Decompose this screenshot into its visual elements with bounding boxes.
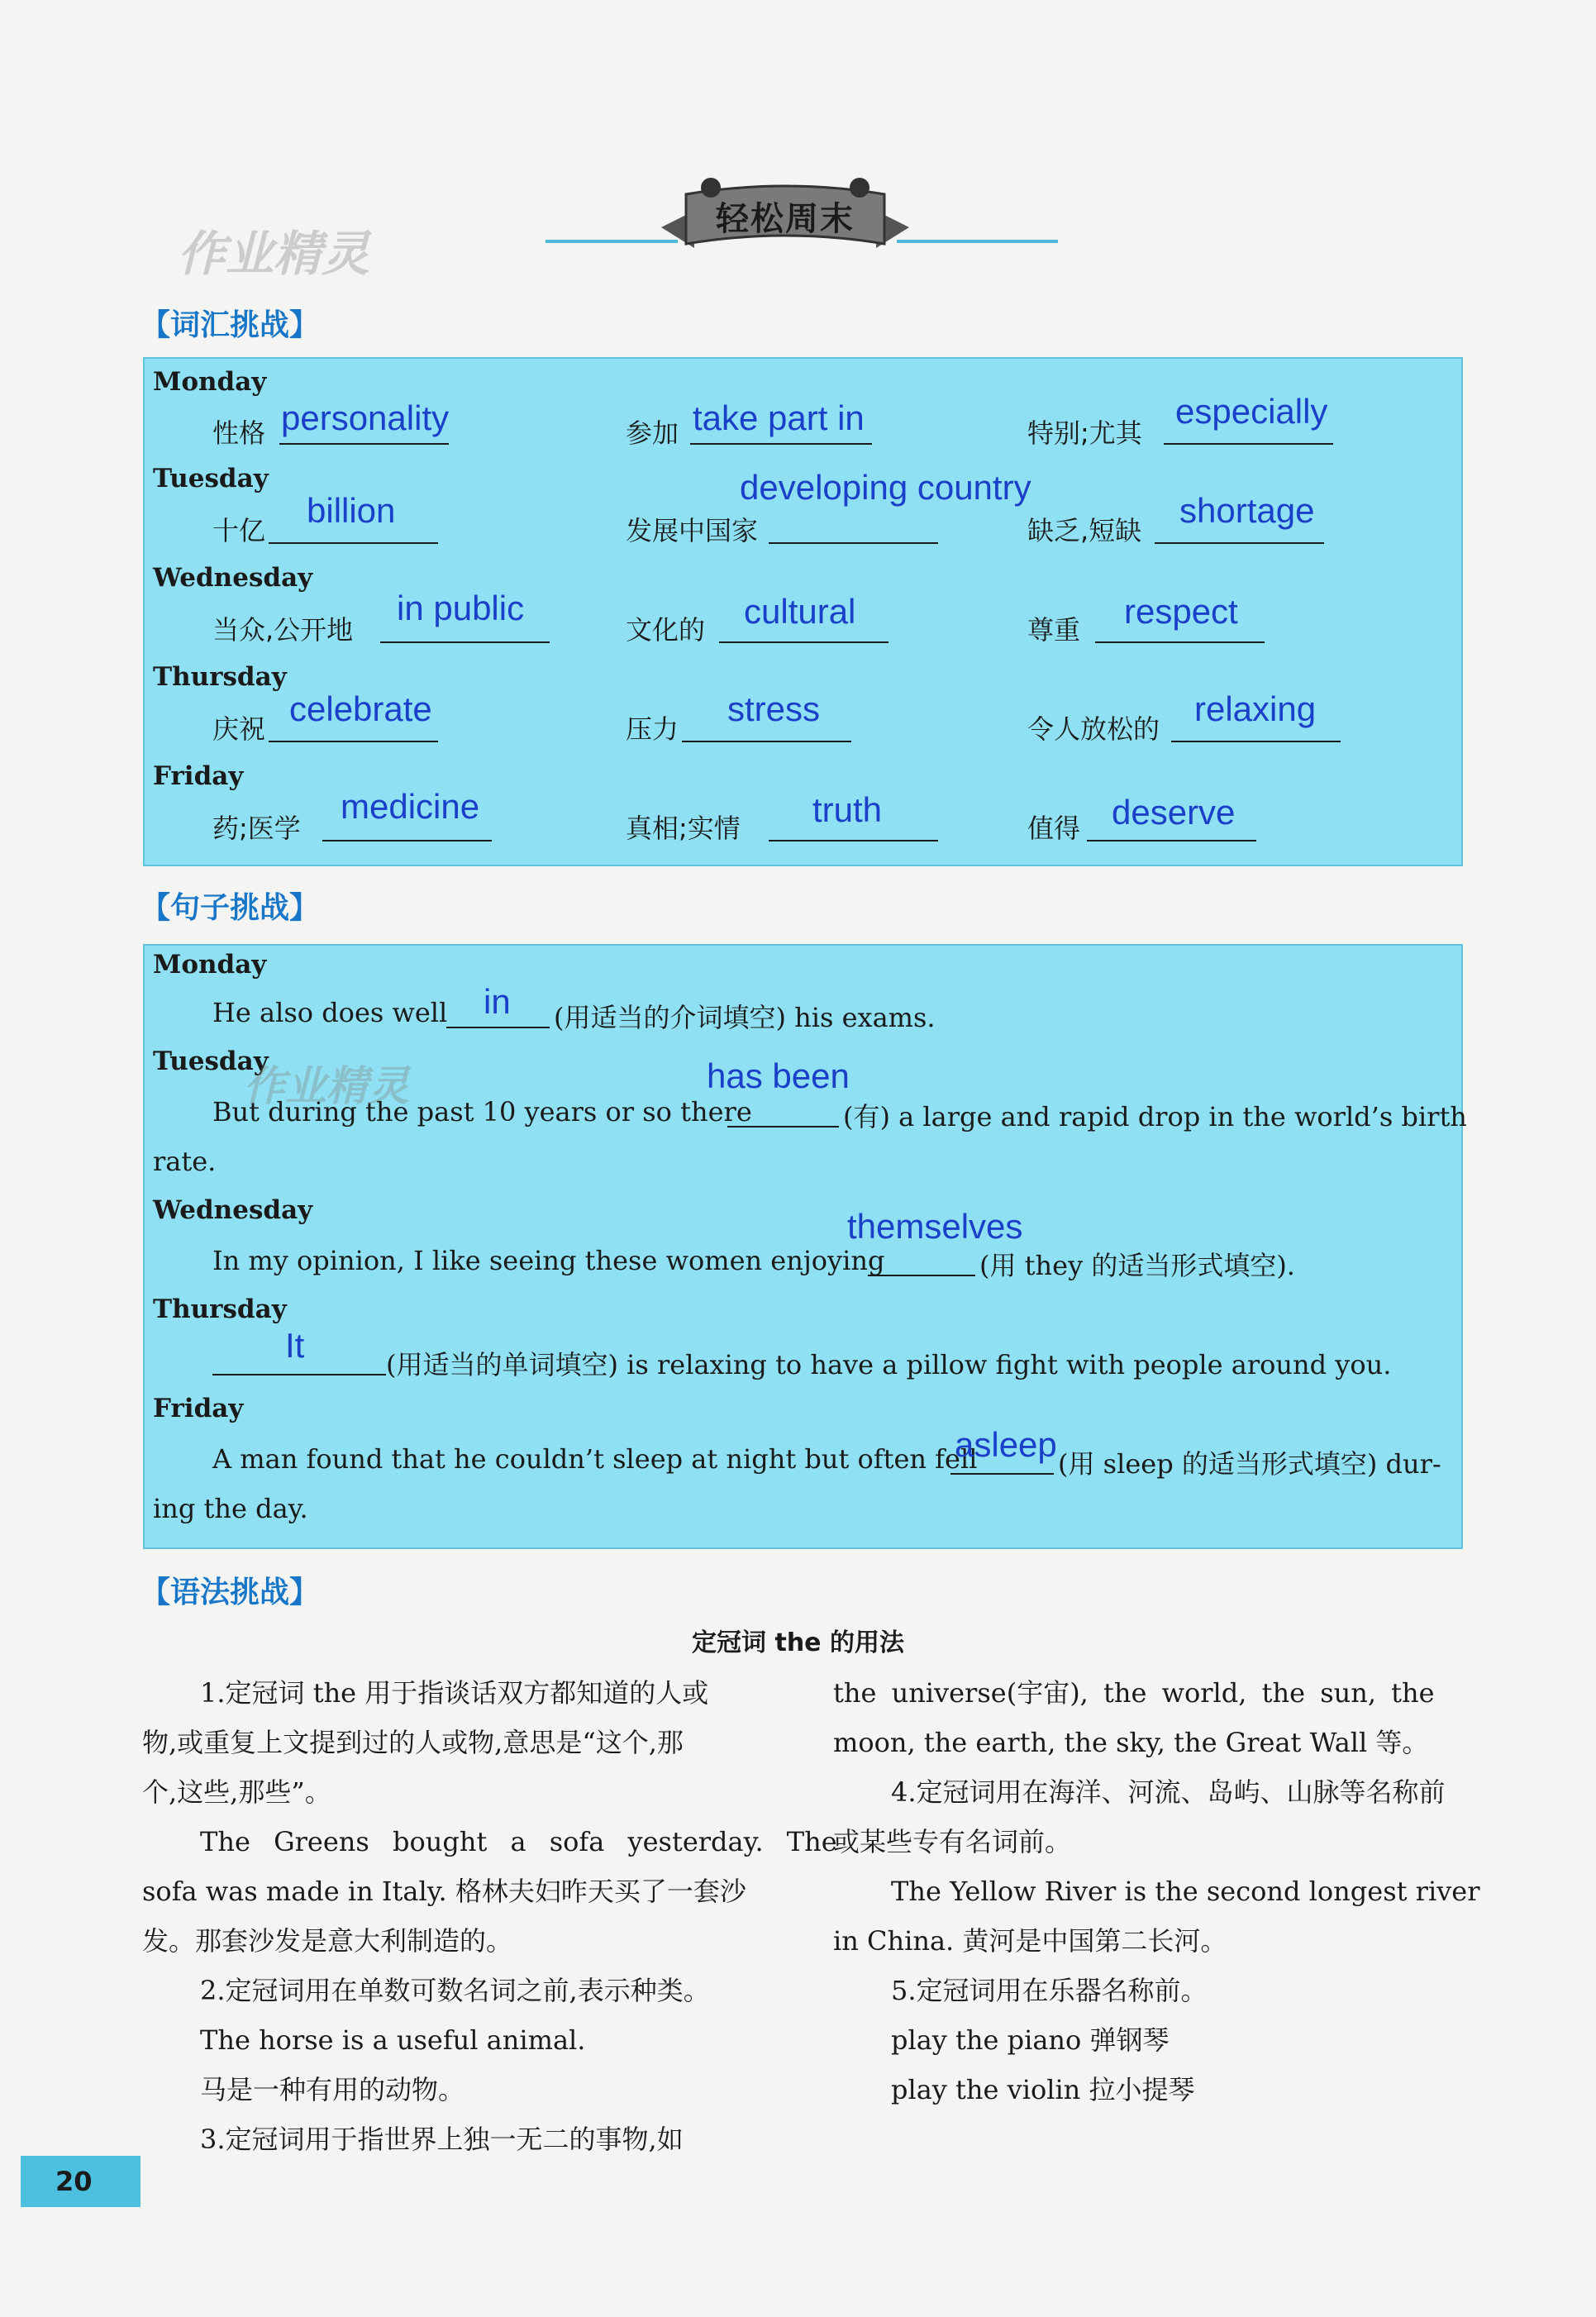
vocab-answer: celebrate xyxy=(289,689,432,728)
sentence-answer: themselves xyxy=(847,1207,1023,1246)
vocab-label: 特别;尤其 xyxy=(1027,417,1142,449)
vocab-label: 尊重 xyxy=(1027,614,1081,646)
vocab-answer: shortage xyxy=(1179,491,1315,530)
grammar-line: moon, the earth, the sky, the Great Wall 等。 xyxy=(833,1727,1429,1758)
header-line-right xyxy=(897,240,1058,243)
grammar-line: 1.定冠词 the 用于指谈话双方都知道的人或 xyxy=(200,1677,709,1709)
sentence-answer: in xyxy=(484,982,511,1021)
watermark: 作业精灵 xyxy=(244,1062,409,1110)
weekend-banner xyxy=(661,178,909,256)
vocab-blank xyxy=(269,542,438,544)
vocab-label: 药;医学 xyxy=(212,813,301,844)
vocab-answer: medicine xyxy=(341,787,480,826)
vocab-section-title: 【词汇挑战】 xyxy=(141,308,320,342)
grammar-line: The Yellow River is the second longest river xyxy=(891,1876,1480,1907)
sentence-answer: It xyxy=(285,1326,305,1365)
vocab-blank xyxy=(682,741,851,742)
vocab-label: 当众,公开地 xyxy=(212,614,354,646)
vocab-answer: stress xyxy=(727,689,821,728)
vocab-answer: especially xyxy=(1175,392,1328,431)
vocab-day: Monday xyxy=(153,367,267,397)
sentence-text: (用适当的介词填空) his exams. xyxy=(554,1002,936,1033)
vocab-blank xyxy=(1095,641,1265,643)
grammar-line: 物,或重复上文提到过的人或物,意思是“这个,那 xyxy=(142,1727,684,1758)
grammar-line: 或某些专有名词前。 xyxy=(833,1826,1072,1857)
vocab-label: 压力 xyxy=(626,713,679,745)
sentence-text: But during the past 10 years or so there xyxy=(212,1096,752,1128)
sentence-blank xyxy=(950,1473,1054,1475)
grammar-line: in China. 黄河是中国第二长河。 xyxy=(833,1925,1227,1957)
vocab-label: 真相;实情 xyxy=(626,813,741,844)
sentence-answer: has been xyxy=(707,1056,850,1095)
vocab-answer: developing country xyxy=(740,468,1031,507)
vocab-blank xyxy=(322,840,492,841)
vocab-answer: cultural xyxy=(744,592,856,631)
sentence-text: A man found that he couldn’t sleep at night but often fell xyxy=(212,1443,978,1475)
watermark: 作业精灵 xyxy=(178,226,370,282)
grammar-line: 发。那套沙发是意大利制造的。 xyxy=(142,1925,513,1957)
vocab-day: Thursday xyxy=(153,662,287,692)
sentence-answer: asleep xyxy=(955,1425,1057,1464)
grammar-line: 2.定冠词用在单数可数名词之前,表示种类。 xyxy=(200,1975,710,2006)
sentence-text: (用适当的单词填空) is relaxing to have a pillow fight with people around you. xyxy=(386,1349,1392,1380)
vocab-blank xyxy=(1164,443,1333,445)
grammar-line: play the piano 弹钢琴 xyxy=(891,2024,1170,2056)
sentence-text: He also does well xyxy=(212,997,448,1028)
vocab-label: 参加 xyxy=(626,417,679,449)
sentence-text: In my opinion, I like seeing these women enjoying xyxy=(212,1245,885,1276)
vocab-panel xyxy=(143,357,1463,866)
grammar-line: the universe(宇宙), the world, the sun, the xyxy=(833,1677,1435,1709)
sentence-blank xyxy=(446,1027,550,1028)
vocab-answer: truth xyxy=(812,790,883,829)
vocab-blank xyxy=(769,542,938,544)
vocab-label: 令人放松的 xyxy=(1027,713,1160,745)
vocab-day: Wednesday xyxy=(153,563,313,593)
grammar-line: play the violin 拉小提琴 xyxy=(891,2074,1195,2105)
vocab-label: 值得 xyxy=(1027,813,1081,844)
grammar-line: The Greens bought a sofa yesterday. The xyxy=(200,1826,837,1857)
vocab-label: 性格 xyxy=(212,417,266,449)
page-number: 20 xyxy=(21,2156,141,2207)
vocab-answer: relaxing xyxy=(1194,689,1317,728)
vocab-blank xyxy=(269,741,438,742)
grammar-line: 马是一种有用的动物。 xyxy=(200,2074,465,2105)
vocab-blank xyxy=(279,443,449,445)
vocab-label: 发展中国家 xyxy=(626,515,759,546)
vocab-answer: deserve xyxy=(1112,793,1236,832)
vocab-label: 缺乏,短缺 xyxy=(1027,515,1142,546)
vocab-blank xyxy=(1171,741,1341,742)
sentence-text: (用 sleep 的适当形式填空) dur- xyxy=(1058,1448,1441,1480)
grammar-line: 5.定冠词用在乐器名称前。 xyxy=(891,1975,1208,2006)
sentence-day: Wednesday xyxy=(153,1195,313,1225)
sentence-text: (用 they 的适当形式填空). xyxy=(979,1250,1295,1281)
vocab-blank xyxy=(719,641,889,643)
sentence-day: Friday xyxy=(153,1394,244,1423)
vocab-blank xyxy=(380,641,550,643)
grammar-line: sofa was made in Italy. 格林夫妇昨天买了一套沙 xyxy=(142,1876,746,1907)
vocab-label: 庆祝 xyxy=(212,713,266,745)
vocab-day: Friday xyxy=(153,761,244,791)
grammar-line: 3.定冠词用于指世界上独一无二的事物,如 xyxy=(200,2124,684,2155)
sentence-text: ing the day. xyxy=(153,1493,308,1524)
vocab-answer: billion xyxy=(307,491,396,530)
sentence-blank xyxy=(212,1374,386,1375)
grammar-left-column xyxy=(142,1668,837,2164)
vocab-blank xyxy=(1087,840,1256,841)
vocab-blank xyxy=(1155,542,1324,544)
sentence-text: rate. xyxy=(153,1146,217,1177)
vocab-label: 文化的 xyxy=(626,614,706,646)
vocab-answer: in public xyxy=(397,589,525,627)
grammar-title: 定冠词 the 的用法 xyxy=(692,1628,904,1657)
grammar-line: 4.定冠词用在海洋、河流、岛屿、山脉等名称前 xyxy=(891,1776,1446,1808)
vocab-answer: respect xyxy=(1124,592,1238,631)
sentence-text: (有) a large and rapid drop in the world’s birth xyxy=(843,1101,1467,1132)
vocab-label: 十亿 xyxy=(212,515,266,546)
grammar-right-column xyxy=(833,1668,1478,2114)
vocab-day: Tuesday xyxy=(153,464,269,493)
sentence-panel xyxy=(143,944,1467,1549)
vocab-answer: personality xyxy=(281,398,450,437)
grammar-section-title: 【语法挑战】 xyxy=(141,1576,320,1609)
sentence-blank xyxy=(868,1275,975,1276)
sentence-blank xyxy=(727,1126,839,1128)
grammar-line: 个,这些,那些”。 xyxy=(142,1776,331,1808)
sentence-day: Thursday xyxy=(153,1294,287,1324)
sentence-day: Tuesday xyxy=(153,1046,269,1076)
vocab-blank xyxy=(769,840,938,841)
banner-title: 轻松周末 xyxy=(716,200,855,238)
vocab-blank xyxy=(690,443,872,445)
header-line-left xyxy=(545,240,678,243)
grammar-line: The horse is a useful animal. xyxy=(200,2024,586,2056)
sentence-day: Monday xyxy=(153,950,267,980)
sentence-section-title: 【句子挑战】 xyxy=(141,891,320,925)
vocab-answer: take part in xyxy=(693,398,865,437)
